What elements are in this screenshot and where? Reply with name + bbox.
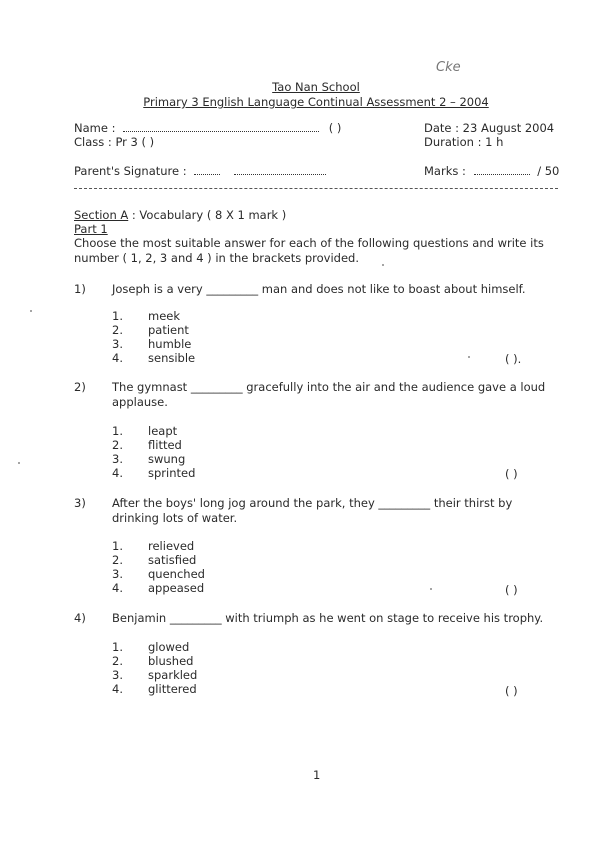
scan-speck bbox=[18, 462, 20, 464]
answer-bracket[interactable]: ( ) bbox=[505, 583, 518, 597]
option: 1. meek bbox=[112, 309, 181, 323]
page-number: 1 bbox=[313, 768, 321, 782]
section-title-detail: : Vocabulary ( 8 X 1 mark ) bbox=[128, 208, 287, 222]
question-text: The gymnast _________ gracefully into the air and the audience gave a loud applause. bbox=[112, 380, 546, 409]
question-number: 4) bbox=[74, 611, 86, 625]
option: 4. sprinted bbox=[112, 466, 196, 480]
parent-signature-row bbox=[74, 164, 326, 178]
exam-duration: Duration : 1 h bbox=[424, 135, 504, 149]
handwritten-mark: Cke bbox=[436, 60, 461, 75]
option: 3. quenched bbox=[112, 567, 205, 581]
divider bbox=[74, 188, 558, 189]
option: 2. blushed bbox=[112, 654, 194, 668]
part-label: Part 1 bbox=[74, 222, 108, 236]
option: 4. glittered bbox=[112, 682, 197, 696]
instructions: Choose the most suitable answer for each of the following questions and write its number ( 1, 2, 3 and 4 ) in the brackets provided. bbox=[74, 236, 544, 265]
option: 1. glowed bbox=[112, 640, 190, 654]
marks-field[interactable] bbox=[474, 164, 530, 175]
answer-bracket[interactable]: ( ). bbox=[505, 352, 522, 366]
exam-date: Date : 23 August 2004 bbox=[424, 121, 555, 135]
option: 2. flitted bbox=[112, 438, 182, 452]
name-row bbox=[74, 121, 341, 135]
class-row: Class : Pr 3 ( ) bbox=[74, 135, 155, 149]
option: 3. swung bbox=[112, 452, 186, 466]
option: 3. sparkled bbox=[112, 668, 198, 682]
option: 4. appeased bbox=[112, 581, 205, 595]
marks-label: Marks : bbox=[424, 164, 466, 178]
paper-title: Primary 3 English Language Continual Assessment 2 – 2004 bbox=[143, 95, 489, 109]
answer-bracket[interactable]: ( ) bbox=[505, 467, 518, 481]
option: 1. relieved bbox=[112, 539, 195, 553]
scan-speck bbox=[468, 356, 470, 358]
name-label: Name : bbox=[74, 121, 116, 135]
question-text: After the boys' long jog around the park, they _________ their thirst by drinking lots of water. bbox=[112, 496, 513, 525]
option: 3. humble bbox=[112, 337, 192, 351]
register-number-bracket: ( ) bbox=[328, 121, 342, 135]
parent-signature-field[interactable] bbox=[194, 164, 220, 175]
question-number: 2) bbox=[74, 380, 86, 394]
parent-signature-label: Parent's Signature : bbox=[74, 164, 187, 178]
scan-speck bbox=[430, 588, 432, 590]
question-text: Joseph is a very _________ man and does not like to boast about himself. bbox=[112, 282, 526, 296]
section-heading bbox=[74, 208, 286, 222]
question-text: Benjamin _________ with triumph as he went on stage to receive his trophy. bbox=[112, 611, 544, 625]
question-number: 3) bbox=[74, 496, 86, 510]
name-field[interactable] bbox=[123, 121, 319, 132]
option: 4. sensible bbox=[112, 351, 196, 365]
parent-signature-field-2[interactable] bbox=[234, 164, 326, 175]
marks-total: / 50 bbox=[537, 164, 560, 178]
school-name: Tao Nan School bbox=[272, 80, 360, 94]
section-title: Section A bbox=[74, 208, 129, 222]
option: 2. satisfied bbox=[112, 553, 197, 567]
question-number: 1) bbox=[74, 282, 86, 296]
marks-row bbox=[424, 164, 559, 178]
answer-bracket[interactable]: ( ) bbox=[505, 684, 518, 698]
option: 1. leapt bbox=[112, 424, 178, 438]
scan-speck bbox=[30, 310, 32, 312]
scan-speck bbox=[382, 264, 384, 266]
option: 2. patient bbox=[112, 323, 189, 337]
